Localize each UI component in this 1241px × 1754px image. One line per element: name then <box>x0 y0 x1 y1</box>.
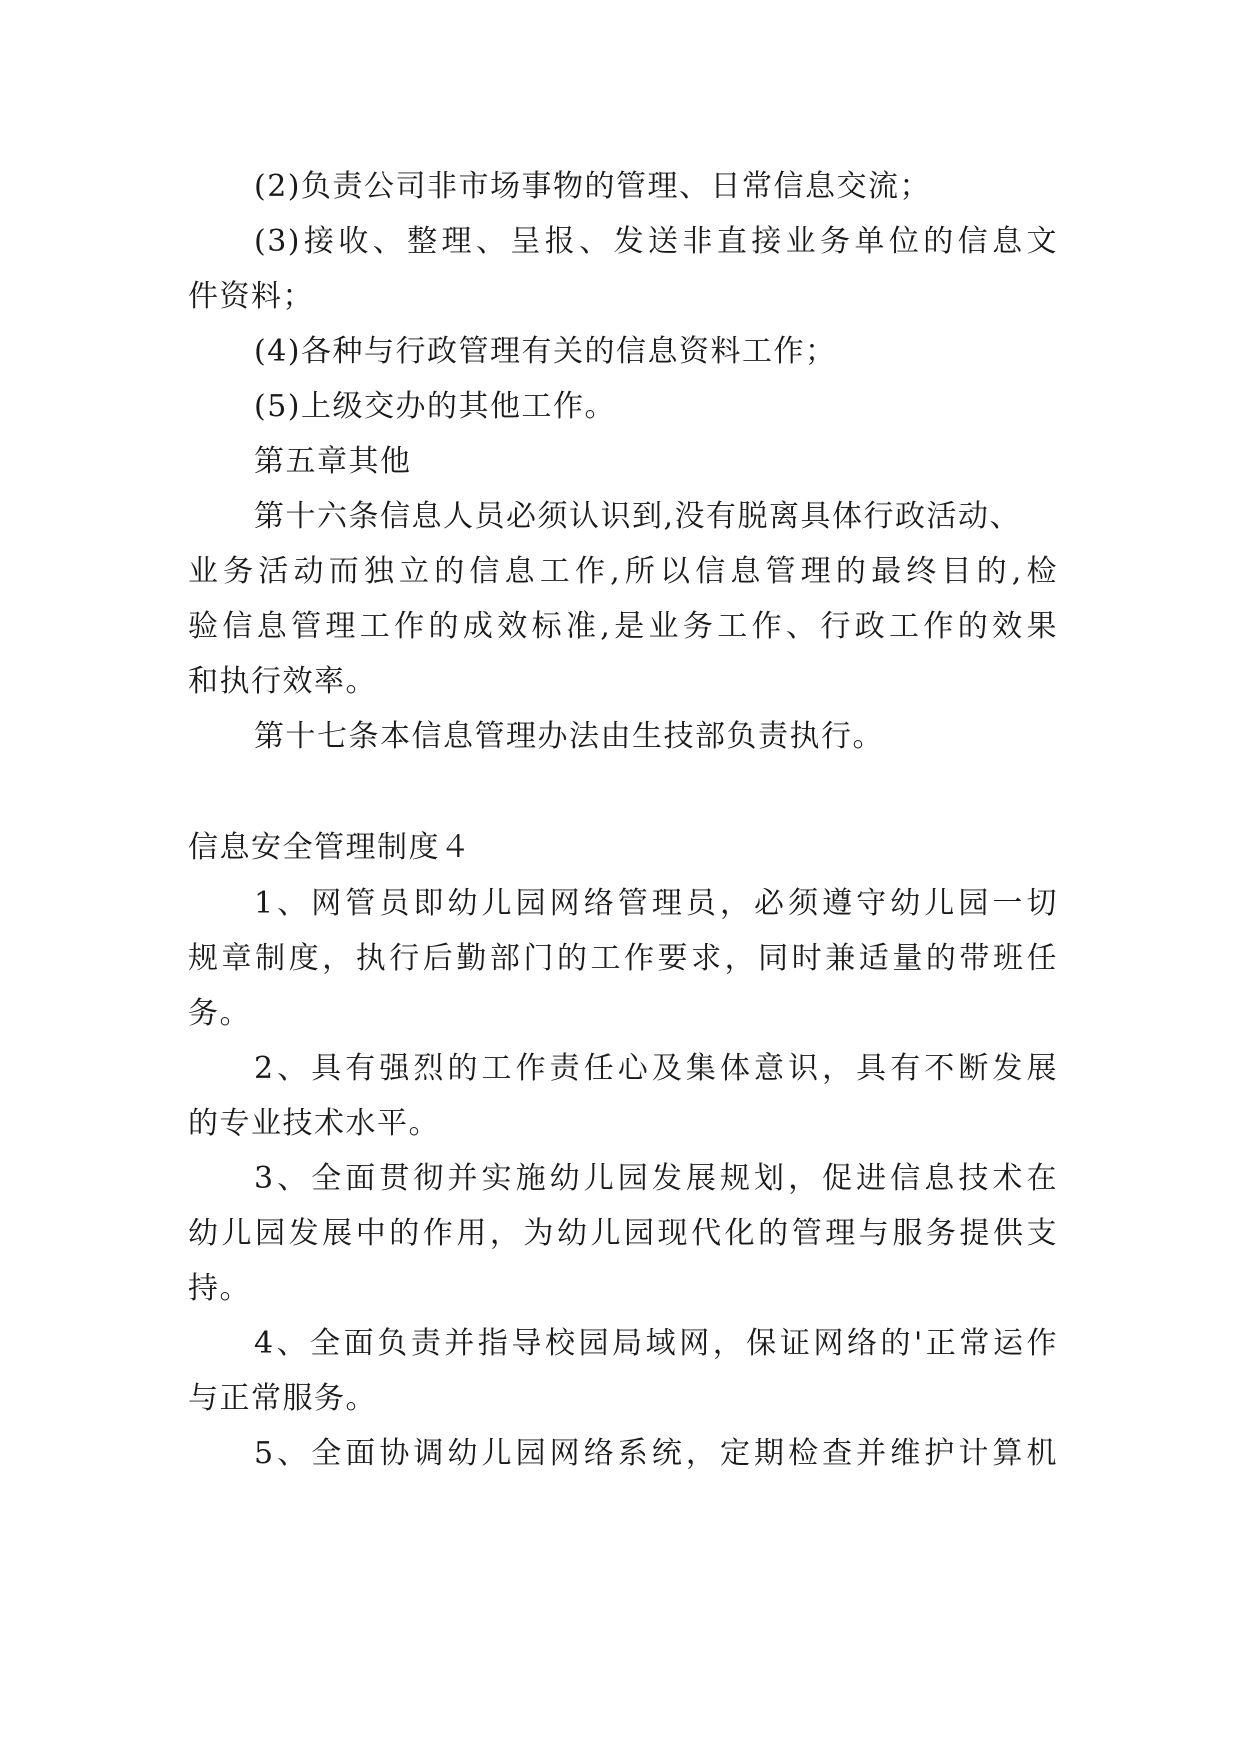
text-line: 验信息管理工作的成效标准,是业务工作、行政工作的效果 <box>188 609 1058 644</box>
text-line: (3)接收、整理、呈报、发送非直接业务单位的信息文 <box>254 224 1058 259</box>
text-line: 第十七条本信息管理办法由生技部负责执行。 <box>254 719 884 754</box>
text-line: 与正常服务。 <box>188 1381 377 1416</box>
text-line: 幼儿园发展中的作用，为幼儿园现代化的管理与服务提供支 <box>188 1216 1058 1251</box>
text-line: 3、全面贯彻并实施幼儿园发展规划，促进信息技术在 <box>254 1161 1058 1196</box>
section-heading: 第五章其他 <box>254 444 412 479</box>
document-title: 信息安全管理制度４ <box>188 830 472 865</box>
text-line: 1、网管员即幼儿园网络管理员，必须遵守幼儿园一切 <box>254 886 1058 921</box>
text-line: 业务活动而独立的信息工作,所以信息管理的最终目的,检 <box>188 554 1058 589</box>
text-line: 的专业技术水平。 <box>188 1106 440 1141</box>
text-line: 5、全面协调幼儿园网络系统，定期检查并维护计算机 <box>254 1436 1058 1471</box>
text-line: (2)负责公司非市场事物的管理、日常信息交流； <box>254 169 931 204</box>
text-line: 4、全面负责并指导校园局域网，保证网络的'正常运作 <box>254 1326 1058 1361</box>
text-line: 和执行效率。 <box>188 664 377 699</box>
text-line: 第十六条信息人员必须认识到,没有脱离具体行政活动、 <box>254 499 1022 534</box>
text-line: (5)上级交办的其他工作。 <box>254 389 616 424</box>
text-line: 务。 <box>188 996 251 1031</box>
text-line: 件资料； <box>188 279 314 314</box>
text-line: 2、具有强烈的工作责任心及集体意识，具有不断发展 <box>254 1051 1058 1086</box>
text-line: (4)各种与行政管理有关的信息资料工作； <box>254 334 837 369</box>
text-line: 持。 <box>188 1271 251 1306</box>
text-line: 规章制度，执行后勤部门的工作要求，同时兼适量的带班任 <box>188 941 1058 976</box>
